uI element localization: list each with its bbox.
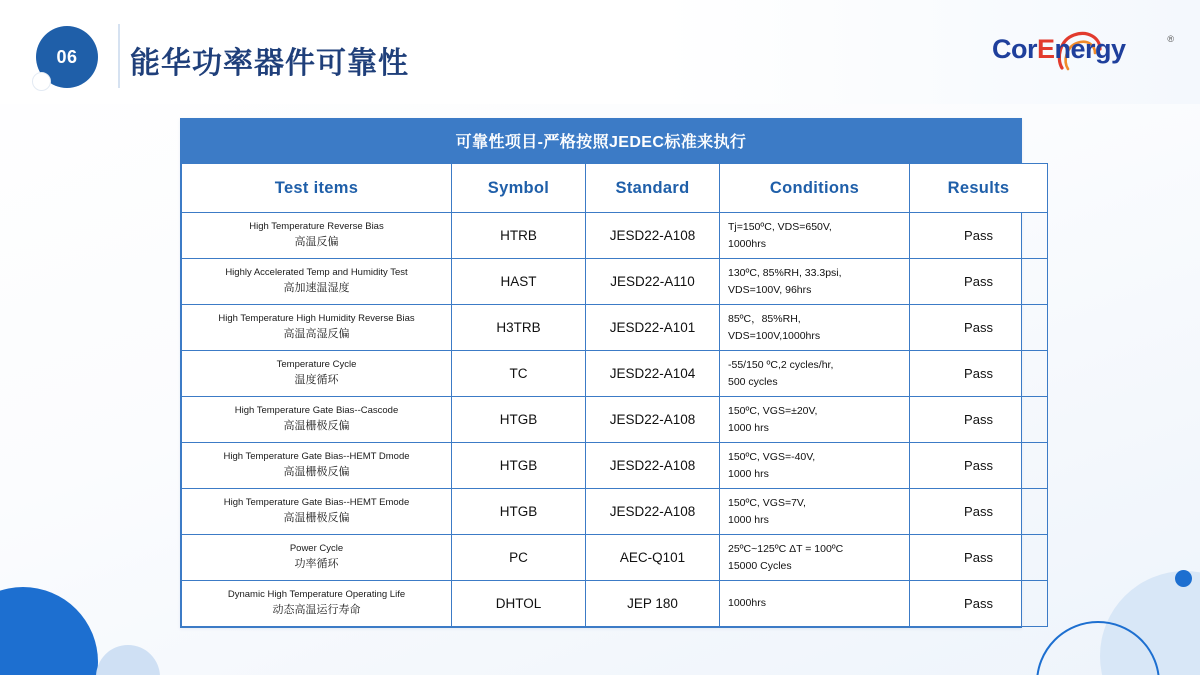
condition-line-2: 1000 hrs	[728, 513, 769, 526]
condition-line-2: VDS=100V,1000hrs	[728, 329, 821, 342]
section-badge-accent-dot	[32, 72, 51, 91]
test-item-cn: 高温高湿反偏	[283, 327, 350, 340]
table-banner-title: 可靠性项目-严格按照JEDEC标准来执行	[181, 119, 1021, 163]
condition-line-1: 150ºC, VGS=±20V,	[728, 405, 818, 418]
condition-line-1: -55/150 ºC,2 cycles/hr,	[728, 359, 834, 372]
cell-standard: JESD22-A104	[586, 351, 720, 397]
logo-text-pre: Cor	[992, 34, 1037, 64]
cell-symbol: PC	[452, 535, 586, 581]
brand-logo	[992, 30, 1172, 78]
cell-symbol: HTGB	[452, 397, 586, 443]
table-row	[182, 305, 1048, 351]
condition-line-2: 1000 hrs	[728, 467, 769, 480]
cell-conditions	[720, 397, 910, 443]
logo-registered-mark: ®	[1167, 34, 1174, 44]
decorative-circle-right	[1100, 571, 1200, 675]
table-row	[182, 489, 1048, 535]
table-row	[182, 443, 1048, 489]
test-item-en: Power Cycle	[289, 543, 344, 555]
cell-symbol: DHTOL	[452, 581, 586, 627]
test-item-cn: 高温栅极反偏	[283, 511, 350, 524]
test-item-en: High Temperature Gate Bias--Cascode	[234, 405, 399, 417]
reliability-table-container	[180, 118, 1022, 628]
table-row	[182, 581, 1048, 627]
test-item-en: Dynamic High Temperature Operating Life	[227, 589, 406, 601]
test-item-cn: 高温栅极反偏	[283, 465, 350, 478]
cell-test-item	[182, 305, 452, 351]
title-divider	[118, 24, 120, 88]
section-number-label: 06	[56, 46, 78, 67]
test-item-en: Highly Accelerated Temp and Humidity Test	[225, 267, 408, 279]
test-item-cn: 功率循环	[294, 557, 339, 570]
condition-line-1: 85ºC，85%RH,	[728, 313, 801, 326]
cell-result: Pass	[910, 351, 1048, 397]
condition-line-1: 25ºC~125ºC ΔT = 100ºC	[728, 543, 844, 556]
condition-line-1: 150ºC, VGS=7V,	[728, 497, 806, 510]
cell-test-item	[182, 259, 452, 305]
test-item-en: High Temperature High Humidity Reverse Bias	[218, 313, 415, 325]
cell-result: Pass	[910, 489, 1048, 535]
cell-symbol: HTRB	[452, 213, 586, 259]
column-header-test-items: Test items	[182, 164, 452, 213]
cell-result: Pass	[910, 581, 1048, 627]
condition-line-2: 15000 Cycles	[728, 559, 792, 572]
condition-line-1: 130ºC, 85%RH, 33.3psi,	[728, 267, 842, 280]
decorative-circle-left-small	[96, 645, 160, 675]
reliability-table	[181, 163, 1048, 627]
table-body	[182, 213, 1048, 627]
decorative-dot-right	[1175, 570, 1192, 587]
decorative-ring-right	[1036, 621, 1160, 675]
cell-standard: JESD22-A108	[586, 489, 720, 535]
test-item-en: High Temperature Gate Bias--HEMT Dmode	[223, 451, 410, 463]
condition-line-2: 1000hrs	[728, 237, 766, 250]
cell-result: Pass	[910, 305, 1048, 351]
table-head	[182, 164, 1048, 213]
cell-conditions	[720, 305, 910, 351]
condition-line-1: Tj=150ºC, VDS=650V,	[728, 221, 832, 234]
cell-result: Pass	[910, 397, 1048, 443]
cell-result: Pass	[910, 443, 1048, 489]
cell-standard: JESD22-A110	[586, 259, 720, 305]
test-item-en: Temperature Cycle	[276, 359, 357, 371]
cell-test-item	[182, 535, 452, 581]
test-item-cn: 高温反偏	[294, 235, 339, 248]
cell-standard: JESD22-A101	[586, 305, 720, 351]
table-header-row	[182, 164, 1048, 213]
column-header-results: Results	[910, 164, 1048, 213]
cell-conditions	[720, 259, 910, 305]
table-row	[182, 351, 1048, 397]
cell-conditions	[720, 213, 910, 259]
column-header-symbol: Symbol	[452, 164, 586, 213]
decorative-circle-left	[0, 587, 98, 675]
cell-standard: JESD22-A108	[586, 213, 720, 259]
condition-line-2: 1000 hrs	[728, 421, 769, 434]
cell-standard: AEC-Q101	[586, 535, 720, 581]
test-item-cn: 高温栅极反偏	[283, 419, 350, 432]
cell-symbol: HAST	[452, 259, 586, 305]
cell-conditions	[720, 489, 910, 535]
test-item-cn: 温度循环	[294, 373, 339, 386]
cell-symbol: H3TRB	[452, 305, 586, 351]
cell-symbol: HTGB	[452, 489, 586, 535]
logo-wordmark	[992, 34, 1126, 65]
cell-test-item	[182, 351, 452, 397]
slide-header	[0, 0, 1200, 104]
table-row	[182, 397, 1048, 443]
cell-symbol: HTGB	[452, 443, 586, 489]
cell-conditions	[720, 443, 910, 489]
logo-text-highlight: E	[1037, 34, 1055, 64]
condition-line-1: 150ºC, VGS=-40V,	[728, 451, 816, 464]
cell-symbol: TC	[452, 351, 586, 397]
cell-test-item	[182, 489, 452, 535]
cell-conditions	[720, 581, 910, 627]
test-item-cn: 动态高温运行寿命	[272, 603, 361, 616]
cell-standard: JESD22-A108	[586, 443, 720, 489]
test-item-en: High Temperature Gate Bias--HEMT Emode	[223, 497, 410, 509]
cell-result: Pass	[910, 213, 1048, 259]
table-row	[182, 535, 1048, 581]
cell-conditions	[720, 535, 910, 581]
cell-test-item	[182, 213, 452, 259]
cell-standard: JEP 180	[586, 581, 720, 627]
condition-line-2: VDS=100V, 96hrs	[728, 283, 812, 296]
column-header-standard: Standard	[586, 164, 720, 213]
condition-line-1: 1000hrs	[728, 597, 766, 610]
test-item-cn: 高加速温湿度	[283, 281, 350, 294]
page-title: 能华功率器件可靠性	[130, 47, 409, 80]
column-header-conditions: Conditions	[720, 164, 910, 213]
cell-result: Pass	[910, 259, 1048, 305]
logo-text-post: nergy	[1054, 34, 1126, 64]
condition-line-2: 500 cycles	[728, 375, 778, 388]
test-item-en: High Temperature Reverse Bias	[249, 221, 384, 233]
cell-result: Pass	[910, 535, 1048, 581]
cell-test-item	[182, 443, 452, 489]
cell-standard: JESD22-A108	[586, 397, 720, 443]
cell-conditions	[720, 351, 910, 397]
cell-test-item	[182, 397, 452, 443]
table-row	[182, 213, 1048, 259]
table-row	[182, 259, 1048, 305]
cell-test-item	[182, 581, 452, 627]
